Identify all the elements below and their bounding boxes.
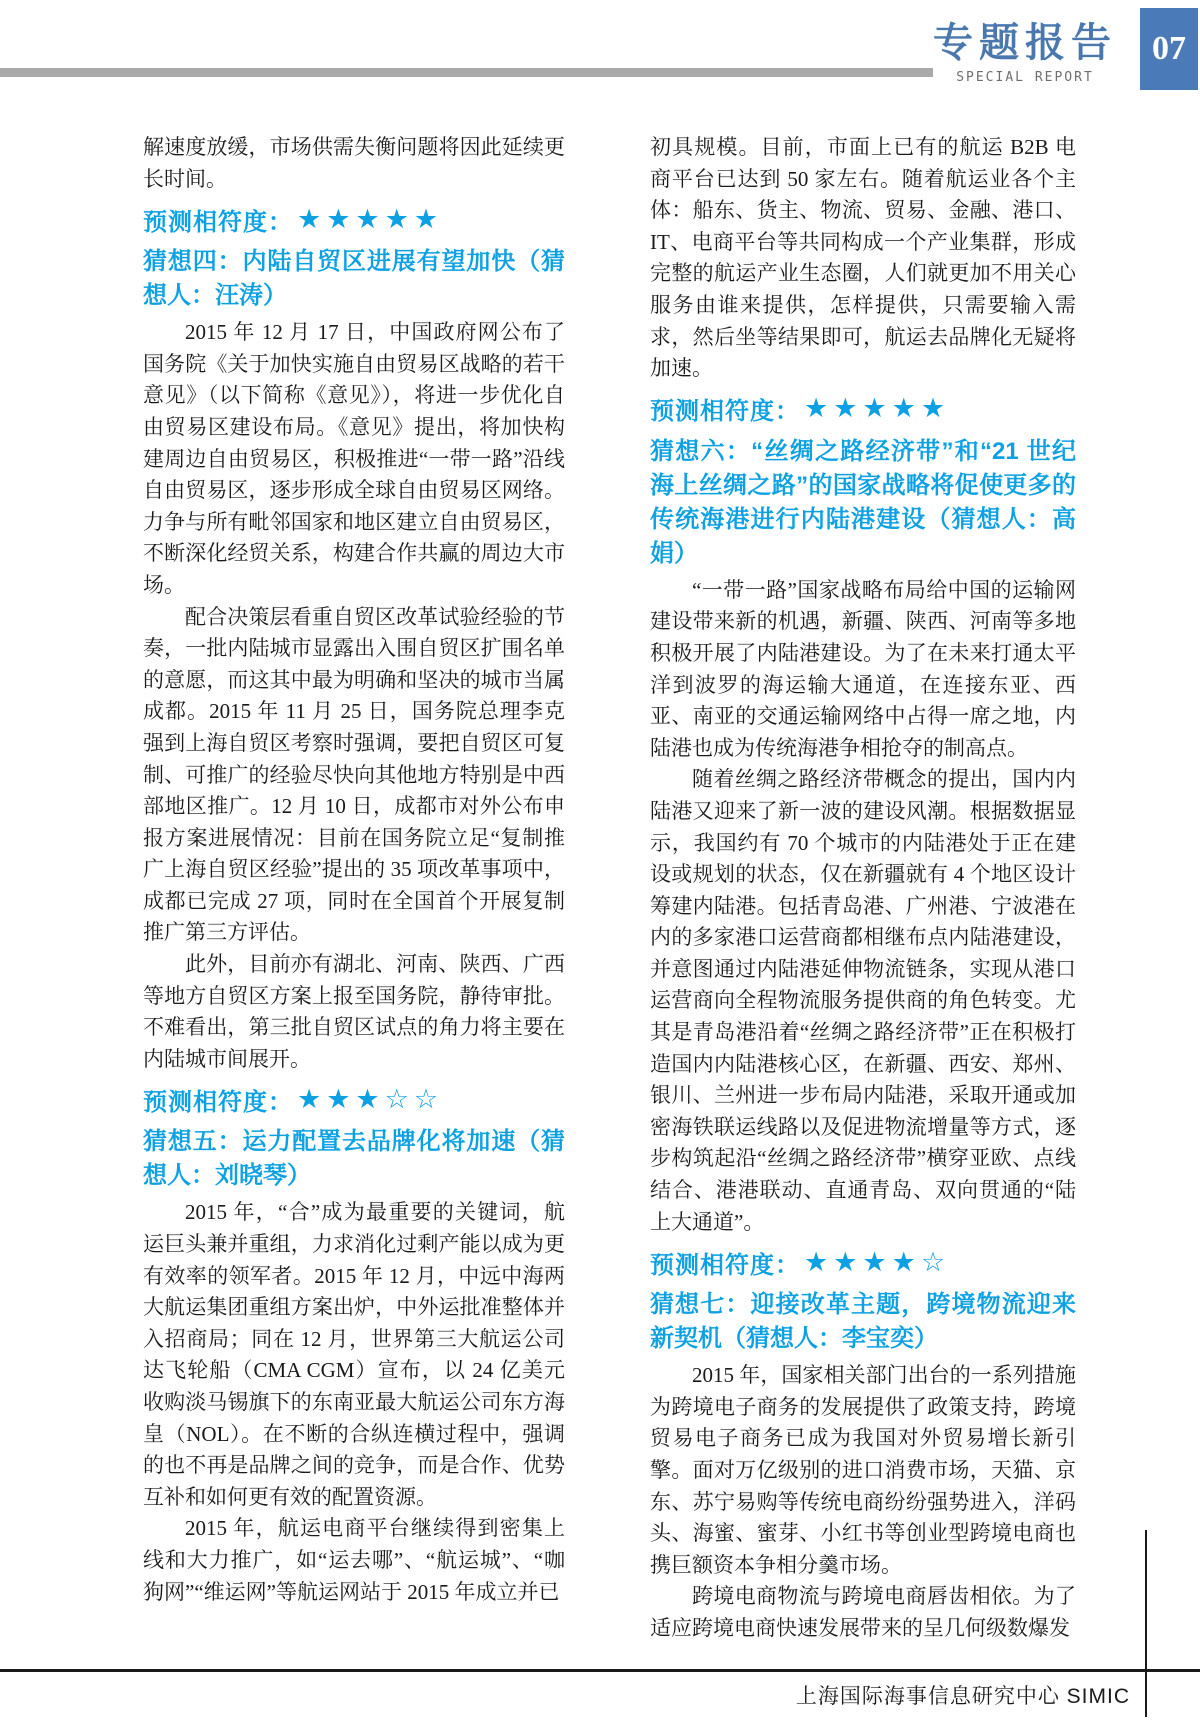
prediction-rating-row (650, 1242, 1076, 1282)
body-paragraph: 2015 年 12 月 17 日，中国政府网公布了国务院《关于加快实施自由贸易区战略的若干意见》（以下简称《意见》），将进一步优化自由贸易区建设布局。《意见》提出，将加快构建周边自由贸易区，积极推进“一带一路”沿线自由贸易区，逐步形成全球自由贸易区网络。力争与所有毗邻国家和地区建立自由贸易区，不断深化经贸关系，构建合作共赢的周边大市场。 (143, 320, 565, 597)
body-paragraph: 2015 年，航运电商平台继续得到密集上线和大力推广，如“运去哪”、“航运城”、“咖狗网”“维运网”等航运网站于 2015 年成立并已 (143, 1516, 565, 1604)
footer-text: 上海国际海事信息研究中心 SIMIC (795, 1685, 1130, 1708)
page-number-badge: 07 (1140, 8, 1198, 90)
prediction-rating-row (143, 199, 565, 239)
guess-section-heading: 猜想六：“丝绸之路经济带”和“21 世纪海上丝绸之路”的国家战略将促使更多的传统海港进行内陆港建设（猜想人：高娟） (650, 437, 1076, 567)
page-title: 专题报告 (933, 21, 1117, 65)
body-paragraph: 解速度放缓，市场供需失衡问题将因此延续更长时间。 (143, 135, 565, 191)
body-paragraph: 跨境电商物流与跨境电商唇齿相依。为了适应跨境电商快速发展带来的呈几何级数爆发 (650, 1584, 1076, 1640)
star-rating-icon: ★★★★☆ (804, 1246, 951, 1278)
footer-rule (0, 1669, 1200, 1672)
body-paragraph: 初具规模。目前，市面上已有的航运 B2B 电商平台已达到 50 家左右。随着航运业各个主体：船东、货主、物流、贸易、金融、港口、IT、电商平台等共同构成一个产业集群，形成完整的航运产业生态圈，人们就更加不用关心服务由谁来提供，怎样提供，只需要输入需求，然后坐等结果即可，航运去品牌化无疑将加速。 (650, 135, 1076, 381)
page-subtitle: SPECIAL REPORT (956, 70, 1094, 85)
page-header (933, 20, 1117, 85)
star-rating-icon: ★★★★★ (804, 393, 951, 425)
rating-label: 预测相符度： (650, 398, 800, 426)
body-paragraph: 配合决策层看重自贸区改革试验经验的节奏，一批内陆城市显露出入围自贸区扩围名单的意愿，而这其中最为明确和坚决的城市当属成都。2015 年 11 月 25 日，国务院总理李克强到上海自贸区考察时强调，要把自贸区可复制、可推广的经验尽快向其他地方特别是中西部地区推广。12 月 10 日，成都市对外公布申报方案进展情况：目前在国务院立足“复制推广上海自贸区经验”提出的 35 项改革事项中，成都已完成 27 项，同时在全国首个开展复制推广第三方评估。 (143, 604, 565, 945)
star-rating-icon: ★★★★★ (297, 203, 444, 235)
footer-vertical-rule (1145, 1530, 1147, 1717)
rating-label: 预测相符度： (143, 1088, 293, 1116)
header-divider-bar (0, 68, 933, 77)
prediction-rating-row (143, 1079, 565, 1119)
body-paragraph: “一带一路”国家战略布局给中国的运输网建设带来新的机遇，新疆、陕西、河南等多地积极开展了内陆港建设。为了在未来打通太平洋到波罗的海运输大通道，在连接东亚、西亚、南亚的交通运输网络中占得一席之地，内陆港也成为传统海港争相抢夺的制高点。 (650, 577, 1076, 760)
body-paragraph: 2015 年，国家相关部门出台的一系列措施为跨境电子商务的发展提供了政策支持，跨境贸易电子商务已成为我国对外贸易增长新引擎。面对万亿级别的进口消费市场，天猫、京东、苏宁易购等传统电商纷纷强势进入，洋码头、海蜜、蜜芽、小红书等创业型跨境电商也携巨额资本争相分羹市场。 (650, 1363, 1076, 1577)
guess-section-heading: 猜想四：内陆自贸区进展有望加快（猜想人：汪涛） (143, 248, 565, 310)
body-paragraph: 2015 年，“合”成为最重要的关键词，航运巨头兼并重组，力求消化过剩产能以成为更有效率的领军者。2015 年 12 月，中远中海两大航运集团重组方案出炉，中外运批准整体并入招商局；同在 12 月，世界第三大航运公司达飞轮船（CMA CGM）宣布，以 24 亿美元收购淡马锡旗下的东南亚最大航运公司东方海皇（NOL）。在不断的合纵连横过程中，强调的也不再是品牌之间的竞争，而是合作、优势互补和如何更有效的配置资源。 (143, 1200, 565, 1509)
guess-section-heading: 猜想五：运力配置去品牌化将加速（猜想人：刘晓琴） (143, 1128, 565, 1190)
column-left (143, 132, 565, 1608)
guess-section-heading: 猜想七：迎接改革主题，跨境物流迎来新契机（猜想人：李宝奕） (650, 1291, 1076, 1353)
rating-label: 预测相符度： (650, 1251, 800, 1279)
body-paragraph: 随着丝绸之路经济带概念的提出，国内内陆港又迎来了新一波的建设风潮。根据数据显示，我国约有 70 个城市的内陆港处于正在建设或规划的状态，仅在新疆就有 4 个地区设计筹建内陆港。包括青岛港、广州港、宁波港在内的多家港口运营商都相继布点内陆港建设，并意图通过内陆港延伸物流链条，实现从港口运营商向全程物流服务提供商的角色转变。尤其是青岛港沿着“丝绸之路经济带”正在积极打造国内内陆港核心区，在新疆、西安、郑州、银川、兰州进一步布局内陆港，采取开通或加密海铁联运线路以及促进物流增量等方式，逐步构筑起沿“丝绸之路经济带”横穿亚欧、点线结合、港港联动、直通青岛、双向贯通的“陆上大通道”。 (650, 767, 1076, 1234)
prediction-rating-row (650, 389, 1076, 429)
column-right (650, 132, 1076, 1645)
body-paragraph: 此外，目前亦有湖北、河南、陕西、广西等地方自贸区方案上报至国务院，静待审批。不难看出，第三批自贸区试点的角力将主要在内陆城市间展开。 (143, 952, 565, 1071)
star-rating-icon: ★★★☆☆ (297, 1083, 444, 1115)
rating-label: 预测相符度： (143, 208, 293, 236)
